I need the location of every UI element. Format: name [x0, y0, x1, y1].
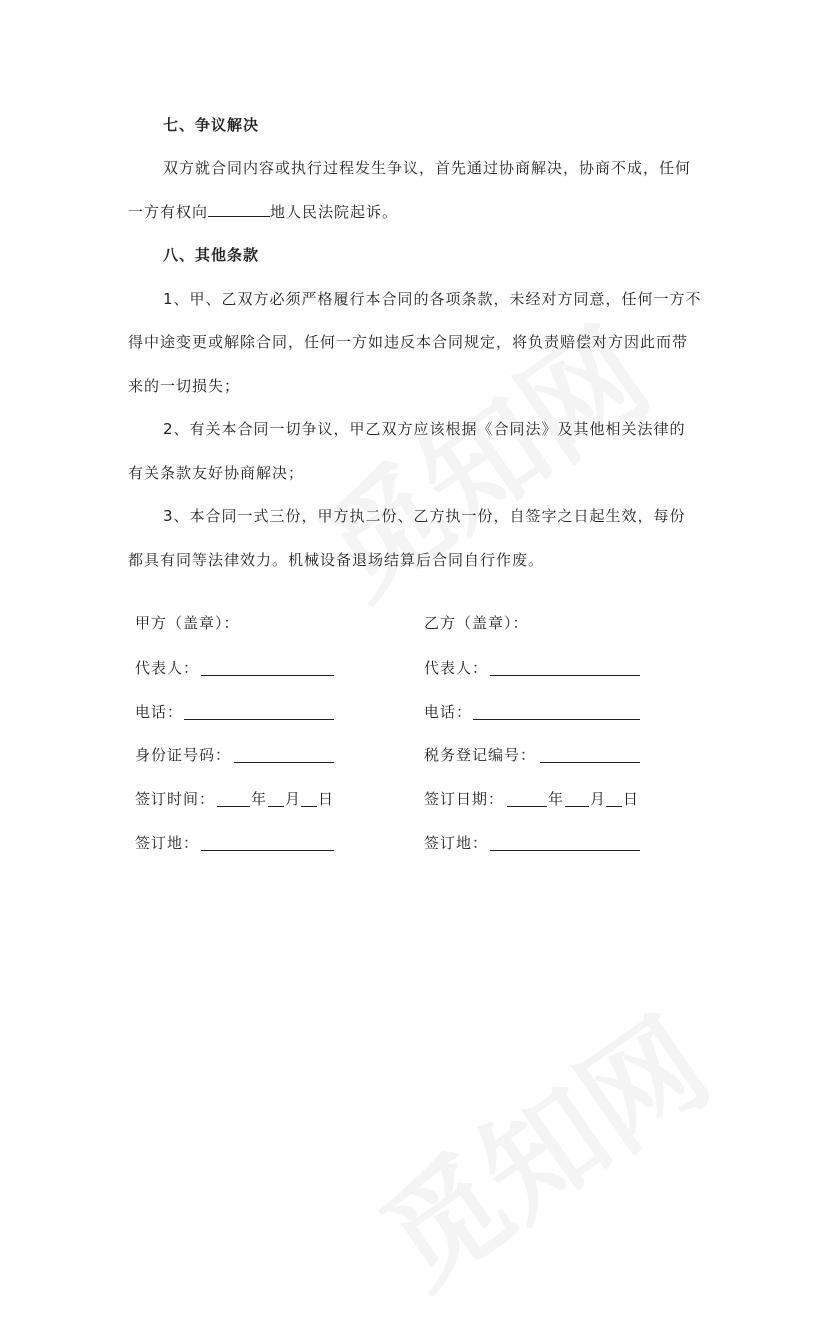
- party-a-month: 月: [285, 790, 302, 808]
- party-b-day: 日: [623, 790, 640, 808]
- clause-2-line: 2、有关本合同一切争议，甲乙双方应该根据《合同法》及其他相关法律的: [163, 420, 686, 438]
- party-a-day: 日: [318, 790, 335, 808]
- party-a-id-label: 身份证号码：: [135, 746, 232, 764]
- party-a-rep-label: 代表人：: [135, 659, 200, 677]
- party-a-place-label: 签订地：: [135, 834, 200, 852]
- party-b-date-label: 签订日期：: [424, 790, 505, 808]
- section-7-paragraph-line: 双方就合同内容或执行过程发生争议，首先通过协商解决，协商不成，任何: [163, 159, 692, 177]
- party-a-id-line: [234, 762, 334, 763]
- party-b-title: 乙方（盖章）：: [424, 614, 529, 632]
- party-b-month-line: [565, 806, 589, 807]
- party-a-title: 甲方（盖章）：: [135, 614, 240, 632]
- clause-1-line: 1、甲、乙双方必须严格履行本合同的各项条款，未经对方同意，任何一方不: [163, 290, 702, 308]
- party-a-year: 年: [251, 790, 268, 808]
- party-b-day-line: [606, 806, 622, 807]
- clause-3-line: 3、本合同一式三份，甲方执二份、乙方执一份，自签字之日起生效，每份: [163, 507, 686, 525]
- party-b-rep-line: [490, 675, 640, 676]
- party-a-phone-line: [184, 719, 334, 720]
- party-b-tax-label: 税务登记编号：: [424, 746, 537, 764]
- section-7-paragraph-line: [128, 201, 398, 222]
- clause-3-line: 都具有同等法律效力。机械设备退场结算后合同自行作废。: [128, 551, 545, 569]
- party-a-month-line: [268, 806, 284, 807]
- party-b-rep-label: 代表人：: [424, 659, 489, 677]
- section-7-heading: 七、争议解决: [163, 116, 260, 134]
- party-b-year: 年: [548, 790, 565, 808]
- text-fragment: 一方有权向: [128, 203, 209, 221]
- party-b-phone-label: 电话：: [424, 703, 473, 721]
- watermark: [343, 972, 737, 1319]
- party-a-year-line: [217, 806, 250, 807]
- party-a-date-label: 签订时间：: [135, 790, 216, 808]
- clause-2-line: 有关条款友好协商解决；: [128, 464, 305, 482]
- party-a-place-line: [201, 850, 334, 851]
- party-b-place-line: [490, 850, 640, 851]
- party-b-year-line: [507, 806, 547, 807]
- court-blank: [208, 202, 270, 217]
- party-b-place-label: 签订地：: [424, 834, 489, 852]
- party-b-tax-line: [540, 762, 640, 763]
- party-a-phone-label: 电话：: [135, 703, 184, 721]
- clause-1-line: 得中途变更或解除合同，任何一方如违反本合同规定，将负责赔偿对方因此而带: [128, 333, 689, 351]
- party-a-day-line: [301, 806, 317, 807]
- party-a-rep-line: [201, 675, 334, 676]
- party-b-phone-line: [473, 719, 640, 720]
- section-8-heading: 八、其他条款: [163, 246, 260, 264]
- text-fragment: 地人民法院起诉。: [270, 203, 399, 221]
- clause-1-line: 来的一切损失；: [128, 377, 241, 395]
- party-b-month: 月: [590, 790, 607, 808]
